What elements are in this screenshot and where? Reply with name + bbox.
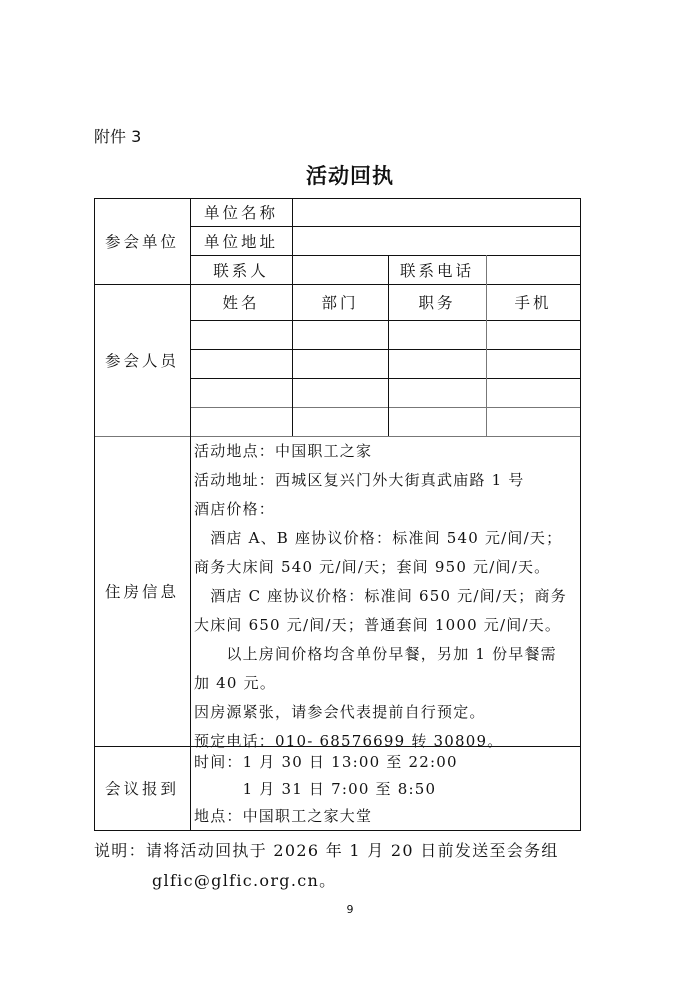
page-number: 9 <box>346 903 354 916</box>
contact-phone-field[interactable] <box>487 256 580 284</box>
attendee-department-field[interactable] <box>293 321 388 349</box>
column-header-mobile: 手机 <box>514 294 552 312</box>
contact-person-field[interactable] <box>293 256 388 284</box>
reply-form-table <box>94 198 581 831</box>
housing-line-hotel-ab: 酒店 A、B 座协议价格：标准间 540 元/间/天； <box>194 529 563 547</box>
attendee-name-field[interactable] <box>191 350 292 378</box>
note-line-1: 说明：请将活动回执于 2026 年 1 月 20 日前发送至会务组 <box>94 841 559 860</box>
unit-name-field[interactable] <box>293 199 580 226</box>
housing-line-hotel-ab-cont: 商务大床间 540 元/间/天；套间 950 元/间/天。 <box>194 558 551 576</box>
instructions-note <box>94 836 559 896</box>
attendee-name-field[interactable] <box>191 408 292 436</box>
column-header-position: 职务 <box>418 294 456 312</box>
housing-info-text <box>194 437 567 756</box>
table-border-bottom <box>94 830 581 831</box>
attendee-mobile-field[interactable] <box>487 379 580 407</box>
attendee-position-field[interactable] <box>389 350 486 378</box>
housing-line-price-heading: 酒店价格： <box>194 500 276 518</box>
attachment-label: 附件 3 <box>94 127 142 146</box>
attendee-mobile-field[interactable] <box>487 321 580 349</box>
unit-name-label: 单位名称 <box>203 204 278 222</box>
attendee-position-field[interactable] <box>389 408 486 436</box>
attendee-mobile-field[interactable] <box>487 408 580 436</box>
housing-line-booking-phone: 预定电话：010- 68576699 转 30809。 <box>194 732 504 750</box>
attendee-name-field[interactable] <box>191 321 292 349</box>
attendee-position-field[interactable] <box>389 321 486 349</box>
attendee-position-field[interactable] <box>389 379 486 407</box>
column-header-name: 姓名 <box>222 294 260 312</box>
housing-line-venue: 活动地点：中国职工之家 <box>194 442 373 460</box>
column-header-department: 部门 <box>321 294 359 312</box>
contact-person-label: 联系人 <box>213 261 269 280</box>
attendee-mobile-field[interactable] <box>487 350 580 378</box>
attendee-department-field[interactable] <box>293 408 388 436</box>
housing-line-hotel-c-cont: 大床间 650 元/间/天；普通套间 1000 元/间/天。 <box>194 616 562 634</box>
unit-address-label: 单位地址 <box>203 232 278 251</box>
housing-line-notice: 因房源紧张，请参会代表提前自行预定。 <box>194 703 486 721</box>
registration-line-time-2: 1 月 31 日 7:00 至 8:50 <box>194 780 437 798</box>
housing-line-address: 活动地址：西城区复兴门外大街真武庙路 1 号 <box>194 471 525 489</box>
registration-info-text <box>194 749 458 830</box>
note-line-2: glfic@glfic.org.cn。 <box>152 871 337 890</box>
unit-address-field[interactable] <box>293 227 580 255</box>
housing-line-breakfast: 以上房间价格均含单份早餐，另加 1 份早餐需 <box>194 645 557 663</box>
registration-line-time-1: 时间：1 月 30 日 13:00 至 22:00 <box>194 753 458 771</box>
attendee-name-field[interactable] <box>191 379 292 407</box>
contact-phone-label: 联系电话 <box>399 261 474 280</box>
attendee-department-field[interactable] <box>293 350 388 378</box>
attendee-department-field[interactable] <box>293 379 388 407</box>
page-title: 活动回执 <box>306 163 394 188</box>
section-label-unit: 参会单位 <box>104 233 179 251</box>
housing-line-breakfast-cont: 加 40 元。 <box>194 674 277 692</box>
section-label-attendees: 参会人员 <box>104 352 179 370</box>
section-label-housing: 住房信息 <box>104 583 179 601</box>
table-border-right <box>580 198 581 831</box>
housing-line-hotel-c: 酒店 C 座协议价格：标准间 650 元/间/天；商务 <box>194 587 567 605</box>
registration-line-location: 地点：中国职工之家大堂 <box>194 807 373 825</box>
section-label-registration: 会议报到 <box>104 780 179 798</box>
